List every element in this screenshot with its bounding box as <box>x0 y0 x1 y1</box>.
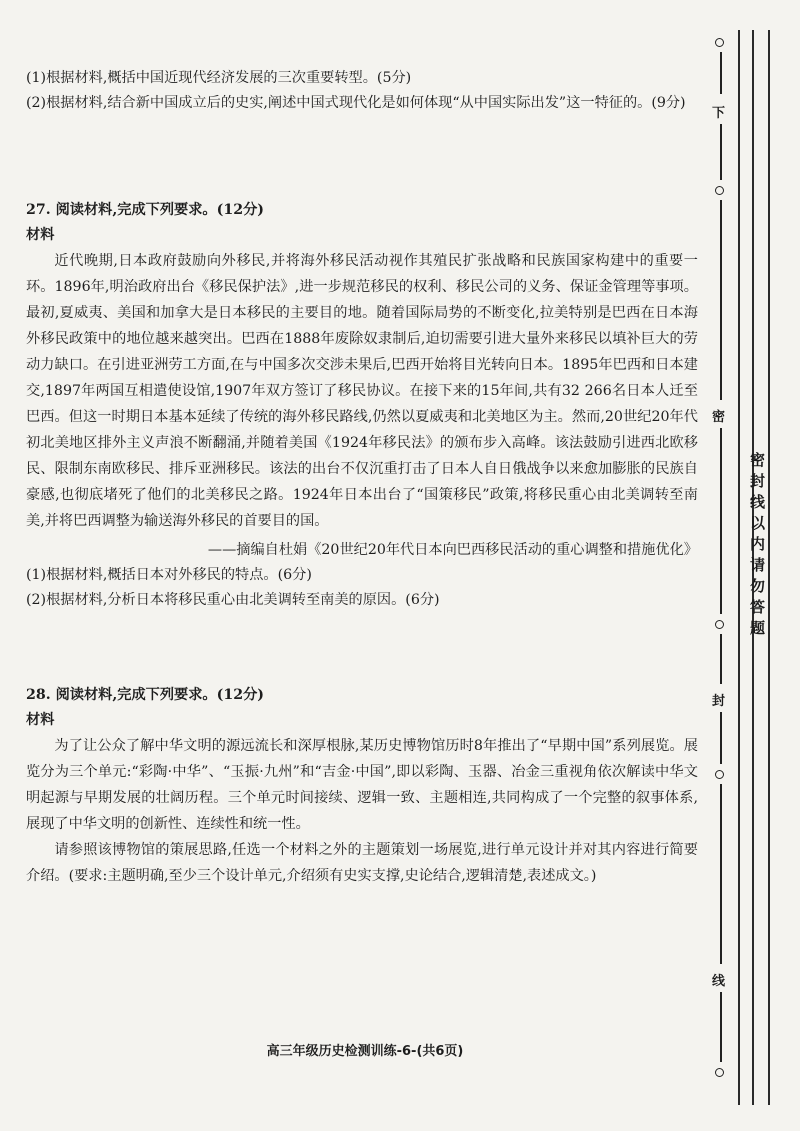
page-footer: 高三年级历史检测训练-6-(共6页) <box>266 1044 464 1059</box>
q28-title: 28. 阅读材料,完成下列要求。(12分) <box>26 687 264 703</box>
binding-segment <box>720 634 722 684</box>
binding-circle <box>715 770 724 779</box>
binding-line <box>768 30 770 1105</box>
q26-sub1: (1)根据材料,概括中国近现代经济发展的三次重要转型。(5分) <box>26 70 412 86</box>
binding-char: 封 <box>712 694 726 709</box>
exam-content <box>26 66 698 889</box>
binding-circle <box>715 38 724 47</box>
binding-char: 线 <box>712 974 726 989</box>
binding-warning: 密封线以内请勿答题 <box>748 452 766 641</box>
binding-segment <box>720 200 722 400</box>
binding-circle <box>715 1068 724 1077</box>
binding-char: 下 <box>712 106 726 121</box>
binding-char: 密 <box>712 410 726 425</box>
q27-sub2: (2)根据材料,分析日本将移民重心由北美调转至南美的原因。(6分) <box>26 592 440 608</box>
binding-segment <box>720 712 722 764</box>
answer-space <box>26 613 698 683</box>
q27-title: 27. 阅读材料,完成下列要求。(12分) <box>26 202 264 218</box>
q27-sub1: (1)根据材料,概括日本对外移民的特点。(6分) <box>26 567 312 583</box>
answer-space <box>26 116 698 198</box>
binding-segment <box>720 784 722 964</box>
q27-material-label: 材料 <box>26 227 55 243</box>
binding-segment <box>720 992 722 1062</box>
binding-segment <box>720 428 722 614</box>
binding-circle <box>715 186 724 195</box>
q28-material: 为了让公众了解中华文明的源远流长和深厚根脉,某历史博物馆历时8年推出了“早期中国”系列展览。展览分为三个单元:“彩陶·中华”、“玉振·九州”和“吉金·中国”,即以彩陶、玉器、冶金三重视角依次解读中华文明起源与早期发展的壮阔历程。三个单元时间接续、逻辑一致、主题相连,共同构成了一个完整的叙事体系,展现了中华文明的创新性、连续性和统一性。 <box>26 738 698 832</box>
q28-material-label: 材料 <box>26 712 55 728</box>
q27-material: 近代晚期,日本政府鼓励向外移民,并将海外移民活动视作其殖民扩张战略和民族国家构建中的重要一环。1896年,明治政府出台《移民保护法》,进一步规范移民的权利、移民公司的义务、保证金管理等事项。最初,夏威夷、美国和加拿大是日本移民的主要目的地。随着国际局势的不断变化,拉美特别是巴西在日本海外移民政策中的地位越来越突出。巴西在1888年废除奴隶制后,迫切需要引进大量外来移民以填补巨大的劳动力缺口。在引进亚洲劳工方面,在与中国多次交涉未果后,巴西开始将目光转向日本。1895年巴西和日本建交,1897年两国互相遣使设馆,1907年双方签订了移民协议。在接下来的15年间,共有32 266名日本人迁至巴西。但这一时期日本基本延续了传统的海外移民路线,仍然以夏威夷和北美地区为主。然而,20世纪20年代初北美地区排外主义声浪不断翻涌,并随着美国《1924年移民法》的颁布步入高峰。该法鼓励引进西北欧移民、限制东南欧移民、排斥亚洲移民。该法的出台不仅沉重打击了日本人自日俄战争以来愈加膨胀的民族自豪感,也彻底堵死了他们的北美移民之路。1924年日本出台了“国策移民”政策,将移民重心由北美调转至南美,并将巴西调整为输送海外移民的首要目的国。 <box>26 253 698 529</box>
binding-segment <box>720 124 722 180</box>
q27-source: ——摘编自杜娟《20世纪20年代日本向巴西移民活动的重心调整和措施优化》 <box>207 542 698 558</box>
binding-segment <box>720 52 722 94</box>
binding-line <box>738 30 740 1105</box>
binding-circle <box>715 620 724 629</box>
q26-sub2: (2)根据材料,结合新中国成立后的史实,阐述中国式现代化是如何体现“从中国实际出发”这一特征的。(9分) <box>26 95 686 111</box>
binding-dash-column <box>712 30 726 1090</box>
q28-task: 请参照该博物馆的策展思路,任选一个材料之外的主题策划一场展览,进行单元设计并对其内容进行简要介绍。(要求:主题明确,至少三个设计单元,介绍须有史实支撑,史论结合,逻辑清楚,表述成文。) <box>26 842 698 884</box>
